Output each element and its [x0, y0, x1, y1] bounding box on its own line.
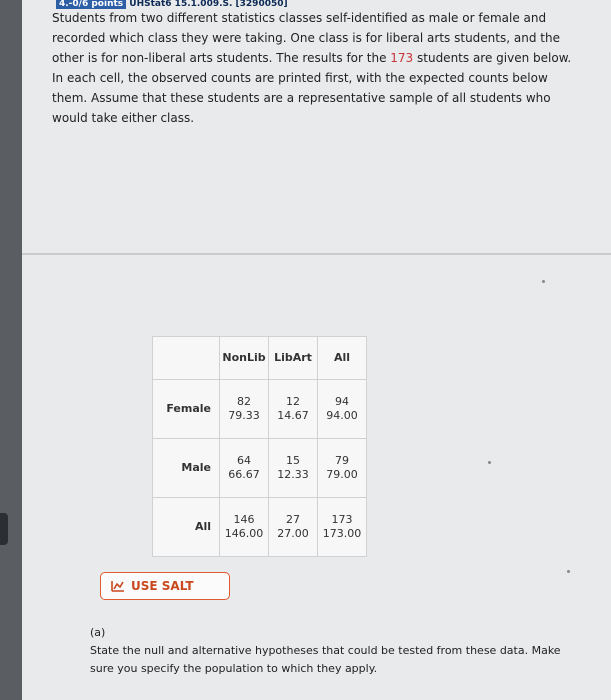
use-salt-label: USE SALT [131, 579, 194, 593]
expected-count: 79.00 [326, 468, 358, 481]
table-cell [318, 498, 367, 557]
expected-count: 66.67 [228, 468, 260, 481]
expected-count: 94.00 [326, 409, 358, 422]
speck [488, 461, 491, 464]
row-label: Female [153, 380, 220, 439]
part-a-label: (a) [90, 626, 106, 639]
table-cell [220, 498, 269, 557]
question-page [22, 0, 611, 700]
observed-count: 173 [331, 513, 353, 526]
section-divider [22, 253, 611, 255]
table-row [153, 498, 367, 557]
row-label: All [153, 498, 220, 557]
observed-count: 15 [286, 454, 300, 467]
speck [542, 280, 545, 283]
student-count: 173 [390, 51, 414, 65]
points-label: 4.-0/6 points [56, 0, 126, 9]
part-a-text: State the null and alternative hypotheses that could be tested from these data. Make sure you specify the population to which they apply. [90, 644, 561, 675]
row-label: Male [153, 439, 220, 498]
observed-count: 27 [286, 513, 300, 526]
source-label: UHStat6 15.1.009.S. [3290050] [129, 0, 288, 9]
table-cell [220, 439, 269, 498]
problem-intro [52, 8, 574, 128]
table-cell [318, 380, 367, 439]
observed-count: 146 [233, 513, 255, 526]
table-header-row [153, 337, 367, 380]
salt-chart-icon [111, 580, 125, 592]
speck [567, 570, 570, 573]
use-salt-button[interactable] [100, 572, 230, 600]
observed-count: 64 [237, 454, 251, 467]
table-row [153, 439, 367, 498]
expected-count: 146.00 [224, 527, 264, 540]
observed-count: 12 [286, 395, 300, 408]
observed-count: 82 [237, 395, 251, 408]
table-cell [269, 439, 318, 498]
table-cell [318, 439, 367, 498]
table-row [153, 380, 367, 439]
table-cell [269, 498, 318, 557]
column-header: NonLib [220, 337, 269, 380]
expected-count: 27.00 [277, 527, 309, 540]
table-cell [220, 380, 269, 439]
table-corner-cell [153, 337, 220, 380]
column-header: LibArt [269, 337, 318, 380]
expected-count: 14.67 [277, 409, 309, 422]
expected-count: 12.33 [277, 468, 309, 481]
expected-count: 173.00 [322, 527, 362, 540]
table-cell [269, 380, 318, 439]
intro-text-before: Students from two different statistics classes self-identified as male or female and recorded which class they were taking. One class is for liberal arts students, and the other is for non-liberal arts students. The results for the [52, 11, 560, 65]
observed-count: 94 [335, 395, 349, 408]
intro-text-after: students are given below. In each cell, the observed counts are printed first, with the expected counts below them. Assume that these students are a representative sample of all students who would take either class. [52, 51, 572, 125]
part-a-prompt [90, 624, 570, 678]
observed-count: 79 [335, 454, 349, 467]
column-header: All [318, 337, 367, 380]
side-tab-handle[interactable] [0, 513, 8, 545]
expected-count: 79.33 [228, 409, 260, 422]
contingency-table [152, 336, 367, 557]
